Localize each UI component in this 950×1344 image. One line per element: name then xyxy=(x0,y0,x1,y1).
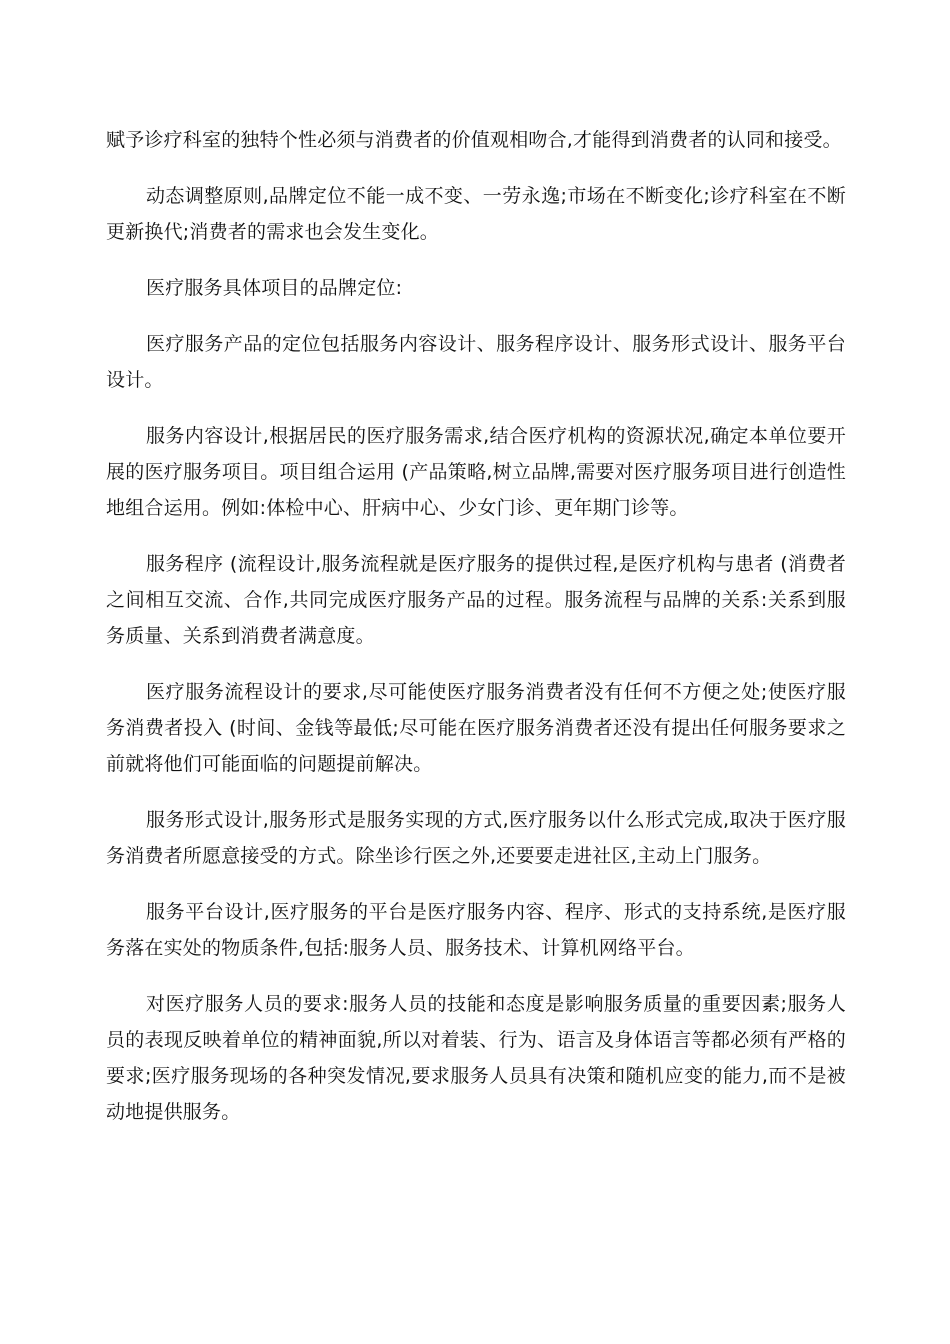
document-body xyxy=(106,122,846,1150)
paragraph-8: 服务形式设计,服务形式是服务实现的方式,医疗服务以什么形式完成,取决于医疗服务消费者所愿意接受的方式。除坐诊行医之外,还要要走进社区,主动上门服务。 xyxy=(106,809,846,867)
paragraph-2: 动态调整原则,品牌定位不能一成不变、一劳永逸;市场在不断变化;诊疗科室在不断更新换代;消费者的需求也会发生变化。 xyxy=(106,185,846,243)
paragraph-3: 医疗服务具体项目的品牌定位: xyxy=(146,277,403,299)
paragraph-1: 赋予诊疗科室的独特个性必须与消费者的价值观相吻合,才能得到消费者的认同和接受。 xyxy=(106,129,842,151)
paragraph-6: 服务程序 (流程设计,服务流程就是医疗服务的提供过程,是医疗机构与患者 (消费者之间相互交流、合作,共同完成医疗服务产品的过程。服务流程与品牌的关系:关系到服务质量、关系到消费者满意度。 xyxy=(106,553,846,647)
paragraph-7: 医疗服务流程设计的要求,尽可能使医疗服务消费者没有任何不方便之处;使医疗服务消费者投入 (时间、金钱等最低;尽可能在医疗服务消费者还没有提出任何服务要求之前就将他们可能面临的问题提前解决。 xyxy=(106,681,846,775)
paragraph-5: 服务内容设计,根据居民的医疗服务需求,结合医疗机构的资源状况,确定本单位要开展的医疗服务项目。项目组合运用 (产品策略,树立品牌,需要对医疗服务项目进行创造性地组合运用。例如:体检中心、肝病中心、少女门诊、更年期门诊等。 xyxy=(106,425,846,519)
paragraph-9: 服务平台设计,医疗服务的平台是医疗服务内容、程序、形式的支持系统,是医疗服务落在实处的物质条件,包括:服务人员、服务技术、计算机网络平台。 xyxy=(106,901,846,959)
paragraph-4: 医疗服务产品的定位包括服务内容设计、服务程序设计、服务形式设计、服务平台设计。 xyxy=(106,333,846,391)
paragraph-10: 对医疗服务人员的要求:服务人员的技能和态度是影响服务质量的重要因素;服务人员的表现反映着单位的精神面貌,所以对着装、行为、语言及身体语言等都必须有严格的要求;医疗服务现场的各种突发情况,要求服务人员具有决策和随机应变的能力,而不是被动地提供服务。 xyxy=(106,993,846,1123)
